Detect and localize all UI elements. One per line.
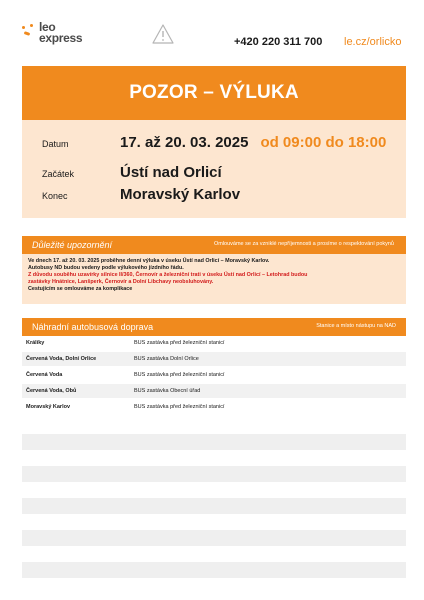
- start-value: Ústí nad Orlicí: [120, 164, 222, 181]
- notice-title: Důležité upozornění: [32, 240, 113, 250]
- table-row: [22, 384, 406, 400]
- stop-name: Červená Voda, Dolní Orlice: [26, 356, 97, 362]
- empty-row: [22, 434, 406, 450]
- time-value: od 09:00 do 18:00: [260, 134, 387, 151]
- logo-text: [39, 22, 82, 43]
- logo-line2: express: [39, 31, 83, 45]
- notice-note: Omlouváme se za vzniklé nepříjemnosti a prosíme o respektování pokynů: [213, 241, 394, 247]
- notice-line-red: Z důvodu souběhu uzavírky silnice II/360, Černovír a železniční trati v úseku Ústí nad Orlicí – Letohrad budou: [28, 272, 308, 278]
- leo-express-logo[interactable]: [22, 22, 82, 43]
- empty-row: [22, 498, 406, 514]
- end-label: Konec: [42, 191, 68, 201]
- closure-info: [22, 120, 406, 218]
- page-title: POZOR – VÝLUKA: [129, 82, 299, 103]
- start-label: Začátek: [42, 169, 75, 179]
- notice-line: Ve dnech 17. až 20. 03. 2025 proběhne denní výluka v úseku Ústí nad Orlicí – Moravský Karlov.: [28, 258, 270, 264]
- table-row: [22, 336, 406, 352]
- date-row: [42, 134, 386, 151]
- logo-mark-icon: [22, 24, 36, 40]
- start-row: [42, 164, 222, 181]
- stop-location: BUS zastávka před železniční stanicí: [134, 404, 225, 410]
- notice-body: [22, 254, 406, 304]
- stop-location: BUS zastávka před železniční stanicí: [134, 340, 225, 346]
- stop-name: Červená Voda, Obů: [26, 388, 77, 394]
- stop-name: Červená Voda: [26, 372, 63, 378]
- bus-note: Stanice a místo nástupu na NAD: [316, 323, 396, 329]
- table-row: [22, 368, 406, 384]
- phone-number[interactable]: +420 220 311 700: [234, 36, 323, 48]
- stop-name: Králíky: [26, 340, 45, 346]
- date-value: 17. až 20. 03. 2025: [120, 134, 249, 151]
- stop-location: BUS zastávka před železniční stanicí: [134, 372, 225, 378]
- notice-header: [22, 236, 406, 254]
- end-value: Moravský Karlov: [120, 186, 241, 203]
- end-row: [42, 186, 240, 203]
- empty-row: [22, 562, 406, 578]
- notice-line: Autobusy ND budou vedeny podle výlukového jízdního řádu.: [28, 265, 184, 271]
- empty-row: [22, 530, 406, 546]
- bus-title: Náhradní autobusová doprava: [32, 322, 154, 332]
- bus-table: [22, 336, 406, 416]
- bus-header: [22, 318, 406, 336]
- title-banner: [22, 66, 406, 120]
- warning-triangle-icon: [152, 24, 174, 44]
- website-link[interactable]: le.cz/orlicko: [344, 36, 402, 48]
- stop-location: BUS zastávka Obecní úřad: [134, 388, 201, 394]
- table-row: [22, 400, 406, 416]
- notice-line-red: zastávky Hnátnice, Lanšperk, Černovír a Dolní Libchavy neobsluhovány.: [28, 279, 214, 285]
- table-row: [22, 352, 406, 368]
- empty-row: [22, 466, 406, 482]
- stop-name: Moravský Karlov: [26, 404, 71, 410]
- header: [0, 0, 424, 60]
- notice-line: Cestujícím se omlouváme za komplikace: [28, 286, 133, 292]
- logo-line1: leo: [39, 20, 56, 34]
- stop-location: BUS zastávka Dolní Orlice: [134, 356, 199, 362]
- date-label: Datum: [42, 139, 69, 149]
